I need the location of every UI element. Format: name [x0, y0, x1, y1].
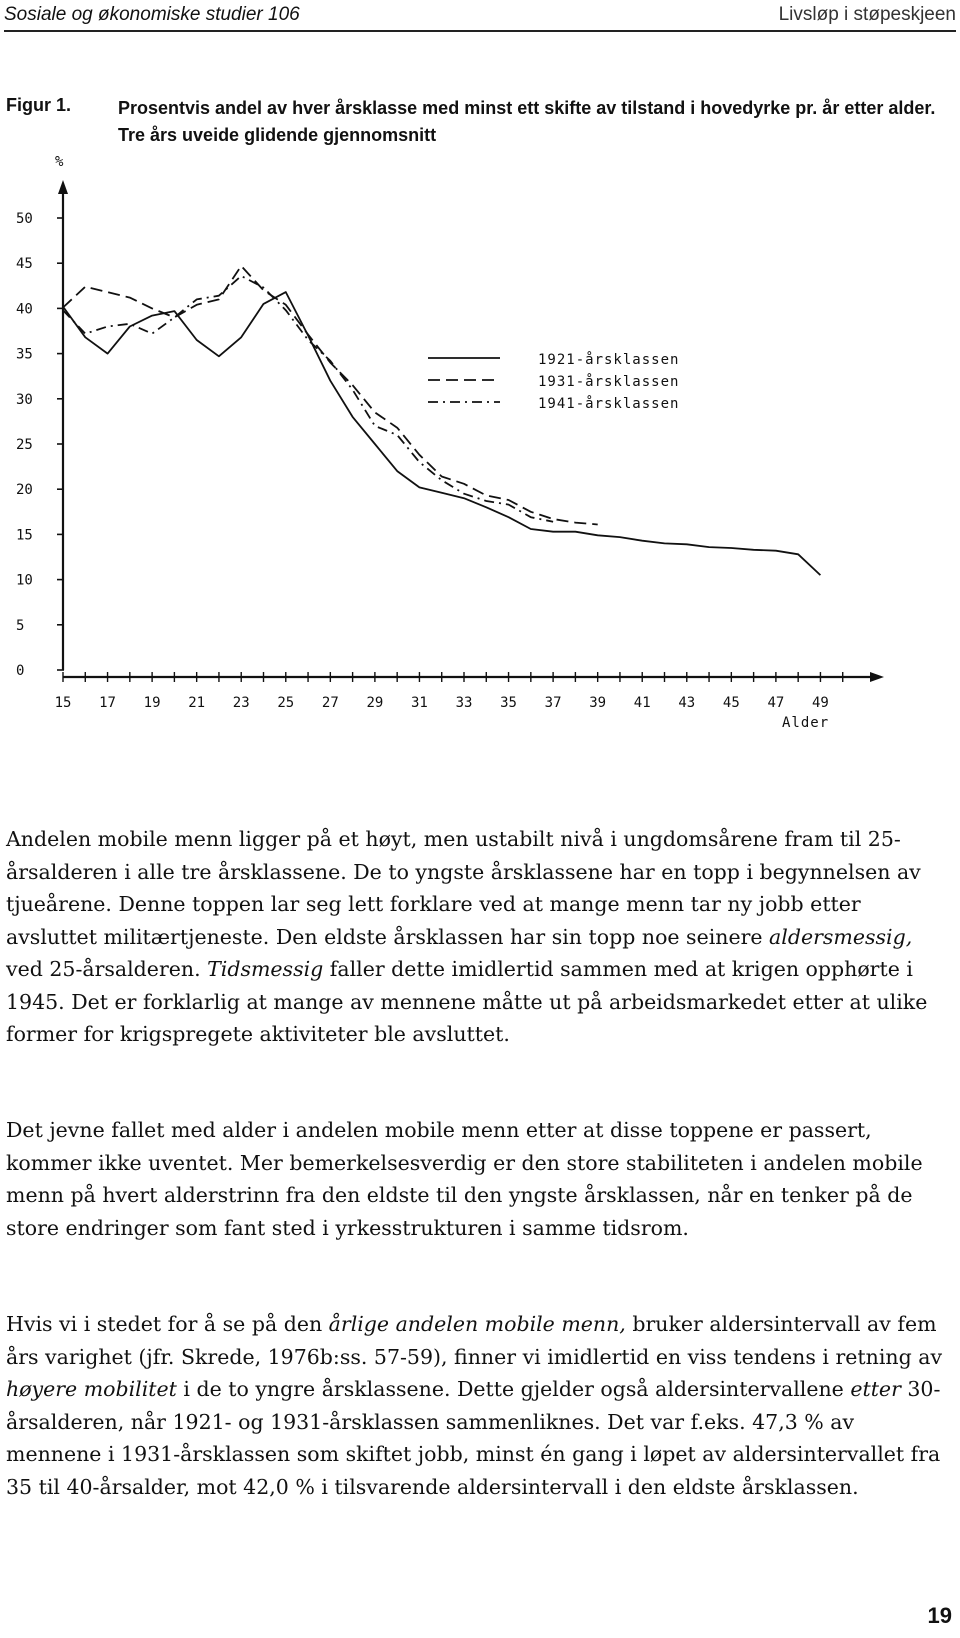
text-run: bruker aldersintervall av fem års varighet (jfr. Skrede, 1976b:ss. 57-59), finner vi imidlertid en viss tendens i retning av: [6, 1312, 943, 1369]
line-chart: [0, 140, 960, 740]
series-line-1931-årsklassen: [63, 266, 598, 525]
x-tick-label: 15: [54, 695, 72, 711]
emphasis-text: høyere mobilitet: [6, 1377, 177, 1401]
paragraph-3: [6, 1308, 954, 1503]
y-tick-label: 35: [16, 346, 33, 363]
y-tick-label: 30: [16, 391, 33, 408]
text-run: 30-årsalderen, når 1921- og 1931-årsklassen sammenliknes. Det var f.eks. 47,3 % av mennene i 1931-årsklassen som skiftet jobb, minst én gang i løpet av aldersintervallet fra 35 til 40-årsalder, mot 42,0 % i tilsvarende aldersintervall i den eldste årsklassen.: [6, 1377, 941, 1499]
text-run: ved 25-årsalderen.: [6, 957, 208, 981]
emphasis-text: årlige andelen mobile menn,: [328, 1312, 626, 1336]
emphasis-text: Tidsmessig: [207, 957, 324, 981]
x-tick-label: 35: [500, 695, 517, 711]
x-tick-label: 33: [455, 695, 473, 711]
emphasis-text: aldersmessig,: [769, 924, 913, 949]
text-run: Hvis vi i stedet for å se på den: [6, 1312, 329, 1336]
x-tick-label: 23: [232, 695, 250, 711]
legend-label: 1921-årsklassen: [538, 352, 680, 368]
x-tick-label: 43: [678, 695, 696, 711]
emphasis-text: etter: [850, 1377, 901, 1401]
series-line-1941-årsklassen: [63, 276, 553, 522]
y-tick-label: 0: [16, 663, 25, 679]
y-tick-label: 40: [16, 301, 33, 318]
x-tick-label: 45: [722, 695, 740, 711]
paragraph-2: [6, 1114, 954, 1244]
x-axis-label: Alder: [782, 715, 830, 731]
figure-caption: Prosentvis andel av hver årsklasse med minst ett skifte av tilstand i hovedyrke pr. år etter alder. Tre års uveide glidende gjennomsnitt: [118, 98, 936, 145]
x-tick-label: 21: [188, 695, 206, 711]
x-tick-label: 47: [767, 695, 785, 711]
x-tick-label: 25: [277, 695, 295, 711]
figure-label: Figur 1.: [6, 95, 72, 115]
y-tick-label: 25: [16, 437, 33, 453]
x-tick-label: 37: [544, 695, 562, 711]
y-tick-label: 50: [16, 211, 33, 227]
text-run: faller dette imidlertid sammen med at krigen opphørte i 1945. Det er forklarlig at mange av mennene måtte ut på arbeidsmarkedet etter at ulike former for krigspregete aktiviteter ble avsluttet.: [6, 957, 928, 1046]
x-tick-label: 19: [143, 695, 161, 711]
running-header: [4, 0, 956, 32]
legend-label: 1931-årsklassen: [538, 374, 680, 390]
publication-series: Sosiale og økonomiske studier 106: [4, 4, 300, 25]
x-tick-label: 17: [99, 695, 116, 711]
x-axis: [63, 672, 884, 682]
paragraph-1: [6, 823, 954, 1051]
text-run: i de to yngre årsklassene. Dette gjelder også aldersintervallene: [176, 1377, 851, 1401]
x-tick-label: 29: [366, 695, 384, 711]
legend: [428, 351, 679, 412]
series-lines: [63, 266, 820, 575]
book-title: Livsløp i støpeskjeen: [778, 4, 956, 25]
x-tick-label: 49: [812, 695, 829, 711]
y-axis-label: %: [55, 154, 64, 170]
y-axis: [58, 180, 68, 670]
text-run: Det jevne fallet med alder i andelen mobile menn etter at disse toppene er passert, kommer ikke uventet. Mer bemerkelsesverdig er den store stabiliteten i andelen mobile menn på hvert alderstrinn fra den eldste til den yngste årsklassen, når en tenker på de store endringer som fant sted i yrkesstrukturen i samme tidsrom.: [6, 1118, 923, 1240]
x-tick-label: 41: [633, 695, 651, 711]
y-tick-label: 20: [16, 482, 33, 499]
series-line-1921-årsklassen: [63, 292, 820, 575]
y-ticks: [16, 211, 64, 679]
x-tick-label: 31: [411, 695, 428, 711]
y-tick-label: 15: [16, 527, 33, 544]
legend-label: 1941-årsklassen: [538, 396, 680, 412]
page-number: 19: [927, 1603, 952, 1628]
y-tick-label: 10: [16, 572, 33, 589]
text-run: Andelen mobile menn ligger på et høyt, men ustabilt nivå i ungdomsårene fram til 25-årsalderen i alle tre årsklassene. De to yngste årsklassene har en topp i begynnelsen av tjueårene. Denne toppen lar seg lett forklare ved at mange menn tar ny jobb etter avsluttet militærtjeneste. Den eldste årsklassen har sin topp noe seinere: [6, 827, 921, 949]
x-tick-label: 27: [321, 695, 339, 711]
y-tick-label: 5: [16, 617, 25, 634]
x-tick-label: 39: [589, 695, 607, 711]
y-tick-label: 45: [16, 256, 33, 273]
